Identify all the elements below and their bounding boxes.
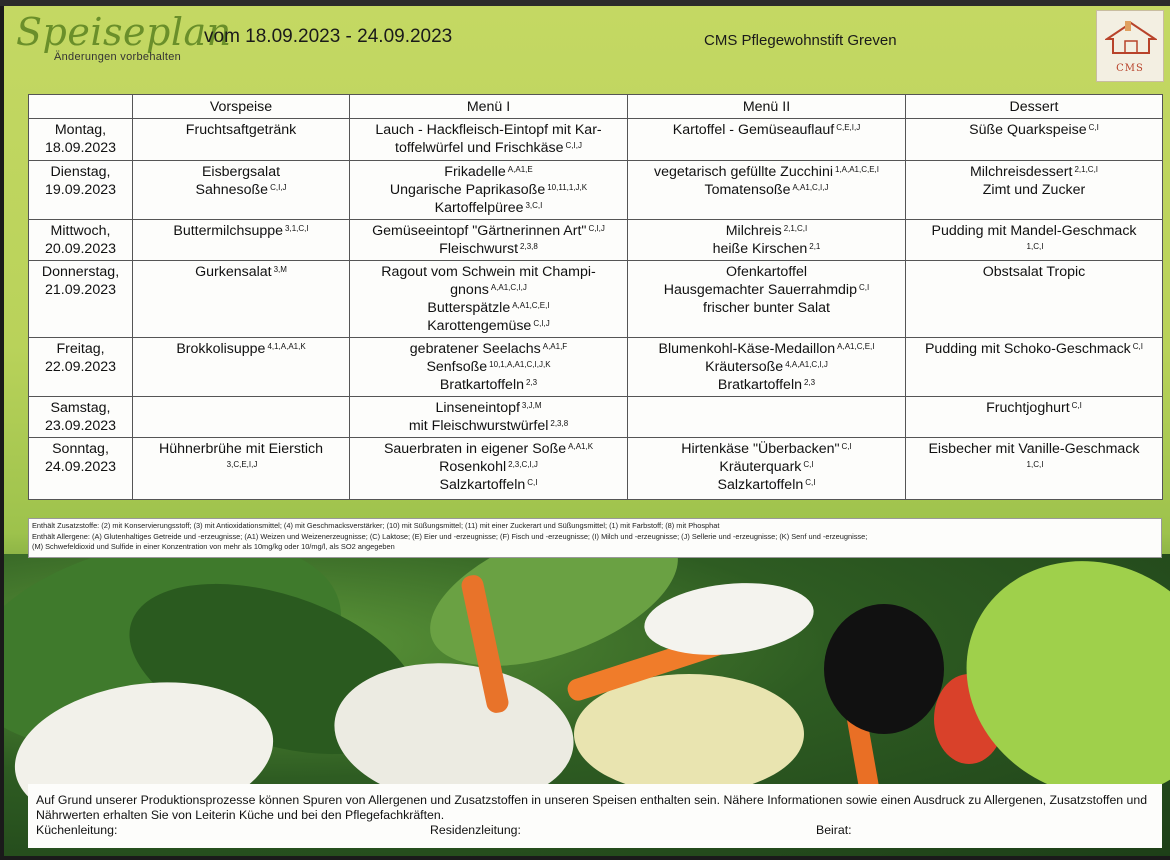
- dish-line: [631, 121, 902, 139]
- dessert-cell: [906, 397, 1163, 438]
- dish-text: Eisbergsalat: [201, 164, 281, 180]
- menu1-cell: [350, 338, 628, 397]
- dish-line: [353, 440, 624, 458]
- day-date: 24.09.2023: [44, 459, 116, 475]
- vorspeise-cell: [133, 220, 350, 261]
- dish-line: [909, 399, 1159, 417]
- allergen-legend: [28, 518, 1162, 558]
- day-date: 23.09.2023: [44, 418, 116, 434]
- dish-line: [909, 121, 1159, 139]
- dish-text: Kräutersoße: [705, 359, 784, 375]
- menu-table: [28, 94, 1163, 500]
- day-name: Freitag,: [56, 341, 105, 357]
- dish-text: Sauerbraten in eigener Soße: [383, 441, 567, 457]
- allergen-codes: C,I,J: [565, 141, 582, 150]
- menu2-cell: [628, 338, 906, 397]
- day-cell: [29, 161, 133, 220]
- dish-line: [353, 299, 624, 317]
- dish-line: [631, 299, 902, 317]
- allergen-codes: 3,J,M: [521, 401, 542, 410]
- dish-line: [631, 222, 902, 240]
- page-title: Speiseplan: [16, 10, 232, 54]
- table-row: [29, 161, 1163, 220]
- dish-text: Salzkartoffeln: [717, 477, 804, 493]
- dish-text: Hühnerbrühe mit Eierstich: [158, 441, 323, 457]
- day-cell: [29, 261, 133, 338]
- vorspeise-cell: [133, 161, 350, 220]
- dish-text: Brokkolisuppe: [176, 341, 266, 357]
- dish-line: [353, 376, 624, 394]
- footer-notice-text: Auf Grund unserer Produktionsprozesse können Spuren von Allergenen und Zusatzstoffen in unseren Speisen enthalten sein. Nähere Informationen sowie einen Ausdruck zu Allergenen, Zusatzstoffen und Nährwerten erhalten Sie von Leiterin Küche und bei den Pflegefachkräften.: [36, 793, 1148, 822]
- allergen-codes: 2,3,8: [520, 242, 538, 251]
- dish-line: [136, 440, 346, 458]
- residenzleitung-label: Residenzleitung:: [430, 823, 521, 837]
- allergen-codes: 1,C,I: [1026, 242, 1044, 251]
- vorspeise-cell: [133, 338, 350, 397]
- allergen-codes: 4,1,A,A1,K: [267, 342, 306, 351]
- table-row: [29, 261, 1163, 338]
- day-date: 18.09.2023: [44, 140, 116, 156]
- menu-page: [4, 6, 1170, 856]
- dish-line: [353, 121, 624, 139]
- footer-notice: [28, 784, 1162, 848]
- dish-text: Kartoffel - Gemüseauflauf: [672, 122, 835, 138]
- allergen-codes: 2,3: [526, 378, 538, 387]
- table-row: [29, 220, 1163, 261]
- dish-text: Kartoffelpüree: [434, 200, 524, 216]
- dish-line: [631, 440, 902, 458]
- signature-row: [36, 823, 1154, 838]
- menu1-cell: [350, 438, 628, 500]
- dish-line: [631, 458, 902, 476]
- dish-line: [353, 199, 624, 217]
- legend-allergens: Enthält Allergene: (A) Glutenhaltiges Getreide und -erzeugnisse; (A1) Weizen und Weizenerzeugnisse; (C) Laktose; (E) Eier und -erzeugnisse; (F) Fisch und -erzeugnisse; (I) Milch und -erzeugnisse; (J) Sellerie und -erzeugnisse; (K) Senf und -erzeugnisse;: [32, 531, 868, 541]
- dish-line: [353, 281, 624, 299]
- dish-line: [353, 222, 624, 240]
- allergen-codes: C,I,J: [588, 224, 605, 233]
- dish-line: [909, 163, 1159, 181]
- allergen-codes: C,I,J: [270, 183, 287, 192]
- dish-line: [136, 263, 346, 281]
- allergen-codes: C,I: [1071, 401, 1082, 410]
- allergen-codes: 2,1: [809, 242, 821, 251]
- dish-line: [136, 458, 346, 476]
- page-subtitle: Änderungen vorbehalten: [54, 51, 182, 63]
- dessert-cell: [906, 261, 1163, 338]
- allergen-codes: C,I: [1132, 342, 1144, 351]
- allergen-codes: C,E,I,J: [836, 123, 861, 132]
- dish-text: Pudding mit Schoko-Geschmack: [924, 341, 1131, 357]
- dish-line: [909, 222, 1159, 240]
- beirat-label: Beirat:: [816, 823, 852, 837]
- dish-text: Bratkartoffeln: [717, 377, 802, 393]
- day-date: 20.09.2023: [44, 241, 116, 257]
- dish-text: gnons: [450, 282, 489, 298]
- dish-text: Ungarische Paprikasoße: [389, 182, 546, 198]
- dish-line: [631, 358, 902, 376]
- dish-line: [631, 163, 902, 181]
- dessert-cell: [906, 119, 1163, 161]
- dish-text: vegetarisch gefüllte Zucchini: [653, 164, 833, 180]
- dish-line: [353, 163, 624, 181]
- allergen-codes: A,A1,K: [568, 442, 594, 451]
- allergen-codes: A,A1,C,E,I: [837, 342, 875, 351]
- menu2-cell: [628, 438, 906, 500]
- dish-text: Sahnesoße: [195, 182, 269, 198]
- dish-line: [353, 263, 624, 281]
- dish-line: [909, 240, 1159, 258]
- day-date: 21.09.2023: [44, 282, 116, 298]
- dish-line: [136, 181, 346, 199]
- allergen-codes: 2,3,8: [550, 419, 569, 428]
- dish-line: [909, 263, 1159, 281]
- allergen-codes: C,I: [527, 478, 538, 487]
- dessert-cell: [906, 161, 1163, 220]
- dish-text: Rosenkohl: [439, 459, 507, 475]
- dish-line: [353, 139, 624, 157]
- dish-text: Frikadelle: [444, 164, 506, 180]
- table-row: [29, 397, 1163, 438]
- dish-line: [631, 281, 902, 299]
- kuechenleitung-label: Küchenleitung:: [36, 823, 118, 837]
- dessert-cell: [906, 438, 1163, 500]
- day-name: Mittwoch,: [50, 223, 111, 239]
- allergen-codes: A,A1,C,I,J: [792, 183, 829, 192]
- dish-line: [909, 181, 1159, 199]
- vorspeise-cell: [133, 438, 350, 500]
- table-row: [29, 438, 1163, 500]
- house-logo-icon: [1105, 21, 1157, 55]
- day-cell: [29, 338, 133, 397]
- dessert-cell: [906, 338, 1163, 397]
- dish-text: Ofenkartoffel: [726, 264, 807, 280]
- menu1-cell: [350, 119, 628, 161]
- dish-line: [136, 340, 346, 358]
- allergen-codes: 3,1,C,I: [285, 224, 309, 233]
- dish-text: Obstsalat Tropic: [982, 264, 1086, 280]
- allergen-codes: A,A1,F: [542, 342, 568, 351]
- day-name: Montag,: [54, 122, 107, 138]
- allergen-codes: C,I: [1088, 123, 1099, 132]
- table-header-row: [29, 95, 1163, 119]
- day-cell: [29, 397, 133, 438]
- egg-yolk-shape: [574, 674, 804, 794]
- menu2-cell: [628, 119, 906, 161]
- legend-sulfites: (M) Schwefeldioxid und Sulfide in einer Konzentration von mehr als 10mg/kg oder 10/mg/l, als SO2 angegeben: [32, 542, 395, 551]
- dish-line: [909, 440, 1159, 458]
- allergen-codes: 1,C,I: [1026, 460, 1044, 469]
- column-header-day: [29, 95, 133, 119]
- allergen-codes: 4,A,A1,C,I,J: [785, 360, 828, 369]
- allergen-codes: A,A1,E: [507, 165, 533, 174]
- day-cell: [29, 438, 133, 500]
- day-name: Donnerstag,: [41, 264, 120, 280]
- dish-line: [353, 181, 624, 199]
- dish-line: [353, 417, 624, 435]
- cms-logo: [1096, 10, 1164, 82]
- allergen-codes: 2,3,C,I,J: [508, 460, 538, 469]
- dish-text: Süße Quarkspeise: [969, 122, 1087, 138]
- dish-line: [353, 317, 624, 335]
- dish-text: Butterspätzle: [427, 300, 511, 316]
- dish-text: Gurkensalat: [195, 264, 272, 280]
- table-row: [29, 119, 1163, 161]
- dish-text: Milchreis: [725, 223, 782, 239]
- dish-text: gebratener Seelachs: [409, 341, 541, 357]
- dish-line: [353, 340, 624, 358]
- allergen-codes: C,I: [803, 460, 814, 469]
- allergen-codes: C,I,J: [533, 319, 550, 328]
- dish-text: Gemüseeintopf "Gärtnerinnen Art": [372, 223, 587, 239]
- dish-text: Ragout vom Schwein mit Champi-: [381, 264, 596, 280]
- dish-text: Kräuterquark: [719, 459, 802, 475]
- dish-text: Fruchtjoghurt: [986, 400, 1070, 416]
- table-row: [29, 338, 1163, 397]
- dish-line: [631, 476, 902, 494]
- dish-line: [353, 240, 624, 258]
- dish-text: Pudding mit Mandel-Geschmack: [931, 223, 1137, 239]
- day-cell: [29, 220, 133, 261]
- menu2-cell: [628, 161, 906, 220]
- menu1-cell: [350, 220, 628, 261]
- allergen-codes: 10,11,1,J,K: [547, 183, 588, 192]
- dish-line: [909, 340, 1159, 358]
- dessert-cell: [906, 220, 1163, 261]
- vorspeise-cell: [133, 261, 350, 338]
- day-name: Sonntag,: [52, 441, 109, 457]
- day-cell: [29, 119, 133, 161]
- dish-text: frischer bunter Salat: [703, 300, 830, 316]
- day-name: Samstag,: [50, 400, 111, 416]
- menu2-cell: [628, 220, 906, 261]
- dish-line: [353, 476, 624, 494]
- dish-text: Bratkartoffeln: [439, 377, 524, 393]
- column-header-vorspeise: Vorspeise: [133, 95, 350, 119]
- dish-line: [353, 358, 624, 376]
- dish-text: Fruchtsaftgetränk: [185, 122, 297, 138]
- dish-line: [909, 458, 1159, 476]
- dish-text: Linseneintopf: [435, 400, 520, 416]
- day-date: 19.09.2023: [44, 182, 116, 198]
- dish-line: [136, 222, 346, 240]
- allergen-codes: 3,M: [273, 265, 287, 274]
- allergen-codes: 2,1,C,I: [783, 224, 808, 233]
- vorspeise-cell: [133, 119, 350, 161]
- allergen-codes: A,A1,C,I,J: [490, 283, 527, 292]
- vorspeise-cell: [133, 397, 350, 438]
- column-header-menu2: Menü II: [628, 95, 906, 119]
- allergen-codes: 10,1,A,A1,C,I,J,K: [489, 360, 551, 369]
- dish-text: Hausgemachter Sauerrahmdip: [663, 282, 857, 298]
- dish-line: [353, 399, 624, 417]
- day-date: 22.09.2023: [44, 359, 116, 375]
- dish-text: toffelwürfel und Frischkäse: [395, 140, 564, 156]
- dish-text: Salzkartoffeln: [439, 477, 526, 493]
- menu2-cell: [628, 397, 906, 438]
- dish-text: Milchreisdessert: [969, 164, 1073, 180]
- logo-text: CMS: [1116, 63, 1144, 74]
- dish-text: Zimt und Zucker: [982, 182, 1086, 198]
- date-range: vom 18.09.2023 - 24.09.2023: [204, 26, 453, 47]
- column-header-menu1: Menü I: [350, 95, 628, 119]
- allergen-codes: C,I: [841, 442, 852, 451]
- dish-text: heiße Kirschen: [712, 241, 808, 257]
- menu2-cell: [628, 261, 906, 338]
- dish-text: Karottengemüse: [427, 318, 532, 334]
- dish-text: mit Fleischwurstwürfel: [408, 418, 549, 434]
- dish-text: Fleischwurst: [439, 241, 519, 257]
- organization-name: CMS Pflegewohnstift Greven: [704, 32, 897, 49]
- dish-line: [136, 163, 346, 181]
- menu1-cell: [350, 161, 628, 220]
- dish-line: [631, 263, 902, 281]
- dish-line: [631, 376, 902, 394]
- dish-line: [631, 240, 902, 258]
- dish-text: Tomatensoße: [704, 182, 791, 198]
- allergen-codes: 2,3: [804, 378, 816, 387]
- dish-text: Blumenkohl-Käse-Medaillon: [658, 341, 836, 357]
- allergen-codes: A,A1,C,E,I: [512, 301, 550, 310]
- allergen-codes: 3,C,I: [525, 201, 543, 210]
- allergen-codes: 2,1,C,I: [1074, 165, 1099, 174]
- day-name: Dienstag,: [50, 164, 111, 180]
- allergen-codes: C,I: [805, 478, 816, 487]
- dish-line: [353, 458, 624, 476]
- dish-line: [631, 340, 902, 358]
- allergen-codes: 1,A,A1,C,E,I: [834, 165, 880, 174]
- column-header-dessert: Dessert: [906, 95, 1163, 119]
- dish-text: Lauch - Hackfleisch-Eintopf mit Kar-: [375, 122, 602, 138]
- dish-line: [136, 121, 346, 139]
- dish-text: Buttermilchsuppe: [173, 223, 284, 239]
- dish-text: Senfsoße: [426, 359, 488, 375]
- dish-text: Hirtenkäse "Überbacken": [681, 441, 840, 457]
- olive-shape: [824, 604, 944, 734]
- dish-line: [631, 181, 902, 199]
- legend-additives: Enthält Zusatzstoffe: (2) mit Konservierungsstoff; (3) mit Antioxidationsmittel; (4) mit Geschmacksverstärker; (10) mit Süßungsmittel; (11) mit einer Zuckerart und Süßungsmittel; (1) mit Farbstoff; (8) mit Phosphat: [32, 521, 720, 530]
- dish-text: Eisbecher mit Vanille-Geschmack: [928, 441, 1140, 457]
- menu1-cell: [350, 261, 628, 338]
- menu1-cell: [350, 397, 628, 438]
- allergen-codes: C,I: [858, 283, 870, 292]
- allergen-codes: 3,C,E,I,J: [226, 460, 258, 469]
